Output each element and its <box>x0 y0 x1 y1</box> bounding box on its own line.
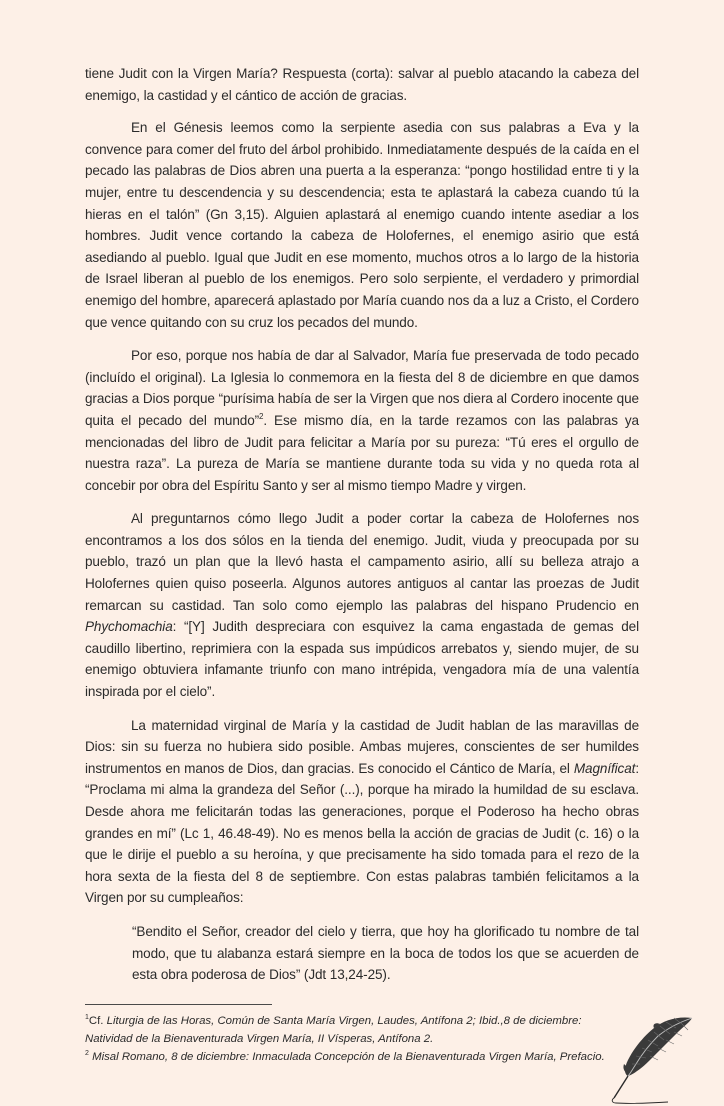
paragraph-5 <box>85 715 639 909</box>
footnote-separator <box>85 1004 272 1005</box>
paragraph-3-text-b: . Ese mismo día, en la tarde rezamos con las palabras ya mencionadas del libro de Judit para felicitar a María por su pureza: “Tú eres el orgullo de nuestra raza”. La pureza de María se mantiene durante toda su vida y no queda rota al concebir por obra del Espíritu Santo y ser al mismo tiempo Madre y virgen. <box>85 412 639 493</box>
paragraph-5-text-a: La maternidad virginal de María y la castidad de Judit hablan de las maravillas de Dios: sin su fuerza no hubiera sido posible. Ambas mujeres, conscientes de ser humildes instrumentos en manos de Dios, dan gracias. Es conocido el Cántico de María, el <box>85 717 639 776</box>
work-title-magnificat: Magníficat <box>573 760 636 776</box>
paragraph-4 <box>85 508 639 702</box>
paragraph-4-text-a: Al preguntarnos cómo llego Judit a poder cortar la cabeza de Holofernes nos encontramos a los dos sólos en la tienda del enemigo. Judit, viuda y preocupada por su pueblo, trazó un plan que la llevó hasta el campamento asirio, allí su belleza atrajo a Holofernes quien quiso poseerla. Algunos autores antiguos al cantar las proezas de Judit remarcan su castidad. Tan solo como ejemplo las palabras del hispano Prudencio en <box>85 511 639 613</box>
footnote-1-text: Liturgia de las Horas, Común de Santa María Virgen, Laudes, Antífona 2; Ibid.,8 de diciembre: Natividad de la Bienaventurada Virgen María, II Vísperas, Antífona 2. <box>85 1014 582 1045</box>
quill-pen-icon <box>608 1014 694 1106</box>
footnotes <box>85 1012 630 1066</box>
paragraph-2-text: En el Génesis leemos como la serpiente asedia con sus palabras a Eva y la convence para comer del fruto del árbol prohibido. Inmediatamente después de la caída en el pecado las palabras de Dios abren una puerta a la esperanza: “pongo hostilidad entre ti y la mujer, entre tu descendencia y su descendencia; esta te aplastará la cabeza cuando tú la hieras en el talón” (Gn 3,15). Alguien aplastará al enemigo cuando intente asediar a los hombres. Judit vence cortando la cabeza de Holofernes, el enemigo asirio que está asediando al pueblo. Igual que Judit en ese momento, muchos otros a lo largo de la historia de Israel liberan al pueblo de los enemigos. Pero solo serpiente, el verdadero y primordial enemigo del hombre, aparecerá aplastado por María cuando nos da a luz a Cristo, el Cordero que vence quitando con su cruz los pecados del mundo. <box>85 120 639 330</box>
paragraph-4-text-b: : “[Y] Judith despreciara con esquivez la cama engastada de gemas del caudillo libertino, reprimiera con la espada sus impúdicos arrebatos y, siendo mujer, de su enemigo obtuviera infamante triunfo con mano intrépida, vengadora mía de una valentía inspirada por el cielo”. <box>85 619 639 700</box>
paragraph-2 <box>85 117 639 333</box>
footnote-2 <box>85 1048 630 1066</box>
paragraph-1 <box>85 63 639 106</box>
footnote-1 <box>85 1012 630 1048</box>
paragraph-5-text-b: : “Proclama mi alma la grandeza del Señor (...), porque ha mirado la humildad de su esclava. Desde ahora me felicitarán todas las generaciones, porque el Poderoso ha hecho obras grandes en mí” (Lc 1, 46.48-49). No es menos bella la acción de gracias de Judit (c. 16) o la que le dirije el pueblo a su heroína, y que precisamente ha sido tomada para el rezo de la hora sexta de la fiesta del 8 de septiembre. Con estas palabras también felicitamos a la Virgen por su cumpleaños: <box>85 760 639 906</box>
footnote-1-marker: 1 <box>85 1013 89 1021</box>
footnote-area <box>85 1012 639 1066</box>
paragraph-3-text-a: Por eso, porque nos había de dar al Salvador, María fue preservada de todo pecado (incluído el original). La Iglesia lo conmemora en la fiesta del 8 de diciembre en que damos gracias a Dios porque “purísima había de ser la Virgen que nos diera al Cordero inocente que quita el pecado del mundo” <box>85 348 639 428</box>
paragraph-1-text: tiene Judit con la Virgen María? Respuesta (corta): salvar al pueblo atacando la cabeza del enemigo, la castidad y el cántico de acción de gracias. <box>85 66 639 103</box>
document-body <box>85 63 639 986</box>
footnote-1-prefix: Cf. <box>88 1014 107 1027</box>
block-quote: “Bendito el Señor, creador del cielo y tierra, que hoy ha glorificado tu nombre de tal modo, que tu alabanza estará siempre en la boca de todos los que se acuerden de esta obra poderosa de Dios” (Jdt 13,24-25). <box>132 923 639 983</box>
work-title-phychomachia: Phychomachia <box>85 619 173 635</box>
paragraph-3 <box>85 345 639 496</box>
footnote-2-marker: 2 <box>85 1049 89 1057</box>
footnote-ref-2[interactable]: 2 <box>259 411 264 421</box>
footnote-2-text: Misal Romano, 8 de diciembre: Inmaculada Concepción de la Bienaventurada Virgen María, Prefacio. <box>92 1050 605 1063</box>
